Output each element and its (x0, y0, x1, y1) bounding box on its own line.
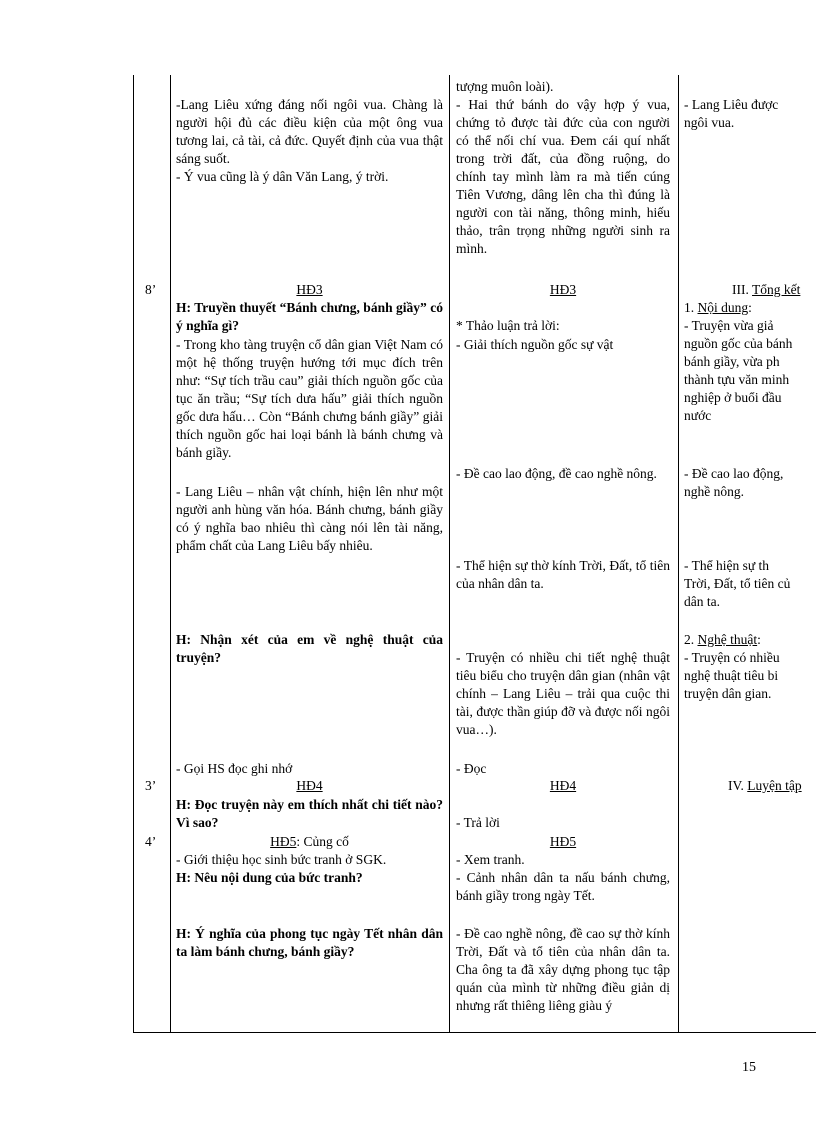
teacher-question-custom: H: Ý nghĩa của phong tục ngày Tết nhân dân ta làm bánh chưng, bánh giầy? (176, 926, 443, 959)
student-hd4-heading: HĐ4 (549, 778, 577, 793)
notes-content-body: - Truyện vừa giả nguồn gốc của bánh bánh giầy, vừa ph thành tựu văn minh nghiệp ở buổi đầu nước (684, 318, 793, 423)
notes-worship: - Thể hiện sự th Trời, Đất, tổ tiên củ dân ta. (684, 558, 791, 609)
student-answer-4: - Truyện có nhiều chi tiết nghệ thuật tiêu biểu cho truyện dân gian (nhân vật chính – Lang Liêu – trải qua cuộc thi tài, được thần giúp đỡ và được nối ngôi vua…). (456, 650, 670, 737)
notes-art-body: - Truyện có nhiều nghệ thuật tiêu bi truyện dân gian. (684, 650, 780, 701)
teacher-hd5-heading: HĐ5: Củng cố (270, 834, 349, 849)
notes-art-heading: 2. Nghệ thuật: (684, 632, 761, 647)
teacher-question-favorite: H: Đọc truyện này em thích nhất chi tiết nào? Vì sao? (176, 797, 443, 830)
notes-section-4: IV. Luyện tập (728, 778, 802, 793)
table-border-left (133, 75, 134, 1032)
teacher-intro-picture: - Giới thiệu học sinh bức tranh ở SGK. (176, 852, 387, 867)
student-last-paragraph: - Đề cao nghề nông, đề cao sự thờ kính Trời, Đất và tổ tiên của nhân dân ta. Cha ông ta đã xây dựng phong tục tập quán của mình từ những điều giản dị nhưng rất thiêng liêng giàu ý (456, 926, 670, 1013)
table-divider-student (678, 75, 679, 1032)
notes-block-1: - Lang Liêu được ngôi vua. (684, 97, 779, 130)
student-answer-3: - Thể hiện sự thờ kính Trời, Đất, tổ tiên của nhân dân ta. (456, 558, 670, 591)
time-4: 4’ (145, 834, 157, 849)
teacher-question-picture: H: Nêu nội dung của bức tranh? (176, 870, 363, 885)
teacher-hd3-heading: HĐ3 (296, 282, 323, 297)
student-look-picture: - Xem tranh. (456, 852, 525, 867)
student-hd5-heading: HĐ5 (549, 834, 577, 849)
student-answer-2: - Đề cao lao động, đề cao nghề nông. (456, 466, 657, 481)
teacher-hd4-heading: HĐ4 (296, 778, 323, 793)
notes-content-heading: 1. Nội dung: (684, 300, 752, 315)
student-discuss: * Thảo luận trả lời: (456, 318, 560, 333)
student-hd3-heading: HĐ3 (549, 282, 577, 297)
student-answer-1: - Giải thích nguồn gốc sự vật (456, 337, 614, 352)
time-8: 8’ (145, 282, 157, 297)
teacher-question-art: H: Nhận xét của em về nghệ thuật của truyện? (176, 632, 443, 665)
table-border-bottom (133, 1032, 816, 1033)
time-3: 3’ (145, 778, 157, 793)
teacher-paragraph-2: - Trong kho tàng truyện cổ dân gian Việt Nam có một hệ thống truyện hướng tới mục đích trên như: “Sự tích trầu cau” giải thích nguồn gốc của tục ăn trầu; “Sự tích dưa hấu” giải thích nguồn gốc dưa hấu… Còn “Bánh chưng bánh giầy” giải thích nguồn gốc hai loại bánh là bánh chưng và bánh giầy. (176, 337, 443, 460)
notes-section-3: III. Tổng kết (732, 282, 801, 297)
notes-labor: - Đề cao lao động, nghề nông. (684, 466, 784, 499)
teacher-question-meaning: H: Truyền thuyết “Bánh chưng, bánh giầy” có ý nghĩa gì? (176, 300, 443, 333)
student-top-line: tượng muôn loài). (456, 79, 554, 94)
student-scene: - Cảnh nhân dân ta nấu bánh chưng, bánh giầy trong ngày Tết. (456, 870, 670, 903)
student-paragraph-1: - Hai thứ bánh do vậy hợp ý vua, chứng tỏ được tài đức của con người có thể nối chí vua. Đem cái quí nhất trong trời đất, của đồng ruộng, do chính tay mình làm ra mà tiến cúng Tiên Vương, dâng lên cha thì đúng là người con tài năng, thông minh, hiếu thảo, trân trọng những người sinh ra mình. (456, 97, 670, 256)
teacher-paragraph-3: - Lang Liêu – nhân vật chính, hiện lên như một người anh hùng văn hóa. Bánh chưng, bánh giầy có ý nghĩa bao nhiêu thì càng nói lên tài năng, phẩm chất của Lang Liêu bấy nhiêu. (176, 484, 443, 553)
student-answer-favorite: - Trả lời (456, 815, 500, 830)
teacher-paragraph-1: -Lang Liêu xứng đáng nối ngôi vua. Chàng là người hội đủ các điều kiện của một ông vua tương lai, cả tài, cả đức. Quyết định của vua thật sáng suốt. - Ý vua cũng là ý dân Văn Lang, ý trời. (176, 97, 443, 184)
student-read: - Đọc (456, 761, 487, 776)
page-number: 15 (742, 1060, 756, 1075)
teacher-read-note: - Gọi HS đọc ghi nhớ (176, 761, 293, 776)
table-divider-time (170, 75, 171, 1032)
table-divider-teacher (449, 75, 450, 1032)
